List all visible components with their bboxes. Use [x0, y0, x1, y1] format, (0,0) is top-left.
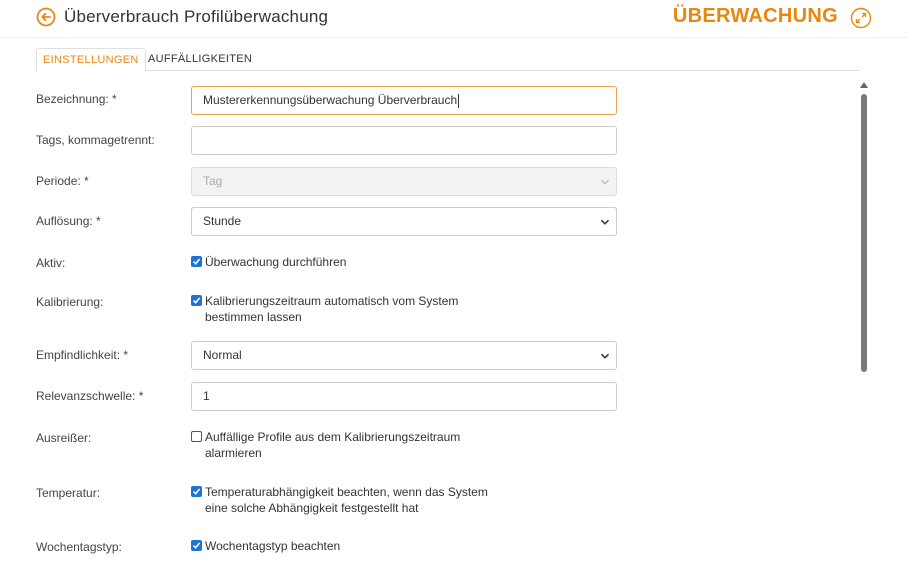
text-cursor [458, 94, 459, 108]
temperatur-checkbox-row[interactable] [191, 484, 488, 516]
temperatur-line1: Temperaturabhängigkeit beachten, wenn das System [205, 485, 488, 499]
aufloesung-value: Stunde [203, 214, 242, 228]
arrow-left-circle-icon[interactable] [36, 7, 56, 27]
temperatur-line2: eine solche Abhängigkeit festgestellt hat [205, 501, 419, 515]
header-bar [0, 0, 907, 38]
tags-input[interactable] [191, 126, 617, 155]
ausreisser-checkbox-row[interactable] [191, 429, 460, 461]
aktiv-checkbox-label: Überwachung durchführen [205, 255, 347, 269]
wochentagstyp-label: Wochentagstyp: [36, 540, 122, 554]
aufloesung-select[interactable] [191, 207, 617, 236]
aktiv-checkbox[interactable] [191, 256, 202, 267]
chevron-down-icon [600, 217, 610, 227]
empfindlichkeit-value: Normal [203, 348, 242, 362]
periode-value: Tag [203, 174, 223, 188]
tab-bar [36, 48, 860, 71]
wochentagstyp-checkbox-row[interactable] [191, 538, 340, 554]
empfindlichkeit-select[interactable] [191, 341, 617, 370]
kalibrierung-label: Kalibrierung: [36, 295, 104, 309]
ausreisser-line1: Auffällige Profile aus dem Kalibrierungszeitraum [205, 430, 461, 444]
chevron-down-icon [600, 177, 610, 187]
kalibrierung-line2: bestimmen lassen [205, 310, 302, 324]
relevanzschwelle-label: Relevanzschwelle: * [36, 389, 144, 403]
scrollbar-thumb[interactable] [861, 94, 867, 372]
periode-select [191, 167, 617, 196]
scroll-up-arrow-icon[interactable] [860, 82, 868, 88]
wochentagstyp-checkbox-label: Wochentagstyp beachten [205, 539, 341, 553]
vertical-scrollbar[interactable] [858, 78, 870, 588]
wochentagstyp-checkbox[interactable] [191, 540, 202, 551]
tags-label: Tags, kommagetrennt: [36, 133, 155, 147]
kalibrierung-checkbox[interactable] [191, 295, 202, 306]
relevanzschwelle-input[interactable]: 1 [191, 382, 617, 411]
bezeichnung-value: Mustererkennungsüberwachung Überverbrauch [203, 93, 458, 107]
chevron-down-icon [600, 351, 610, 361]
empfindlichkeit-label: Empfindlichkeit: * [36, 348, 129, 362]
tab-auffaelligkeiten[interactable]: AUFFÄLLIGKEITEN [148, 53, 253, 65]
ausreisser-label: Ausreißer: [36, 431, 92, 445]
bezeichnung-label: Bezeichnung: * [36, 92, 117, 106]
expand-circle-icon[interactable] [850, 7, 872, 29]
temperatur-checkbox[interactable] [191, 486, 202, 497]
aktiv-label: Aktiv: [36, 256, 66, 270]
kalibrierung-line1: Kalibrierungszeitraum automatisch vom System [205, 294, 459, 308]
ausreisser-line2: alarmieren [205, 446, 262, 460]
page-title: Überverbrauch Profilüberwachung [64, 7, 329, 26]
aufloesung-label: Auflösung: * [36, 214, 101, 228]
aktiv-checkbox-row[interactable] [191, 254, 346, 270]
module-title: ÜBERWACHUNG [672, 5, 838, 27]
kalibrierung-checkbox-row[interactable] [191, 293, 458, 325]
periode-label: Periode: * [36, 174, 89, 188]
bezeichnung-input[interactable] [191, 86, 617, 115]
temperatur-label: Temperatur: [36, 486, 101, 500]
tab-einstellungen[interactable]: EINSTELLUNGEN [36, 48, 146, 72]
ausreisser-checkbox[interactable] [191, 431, 202, 442]
